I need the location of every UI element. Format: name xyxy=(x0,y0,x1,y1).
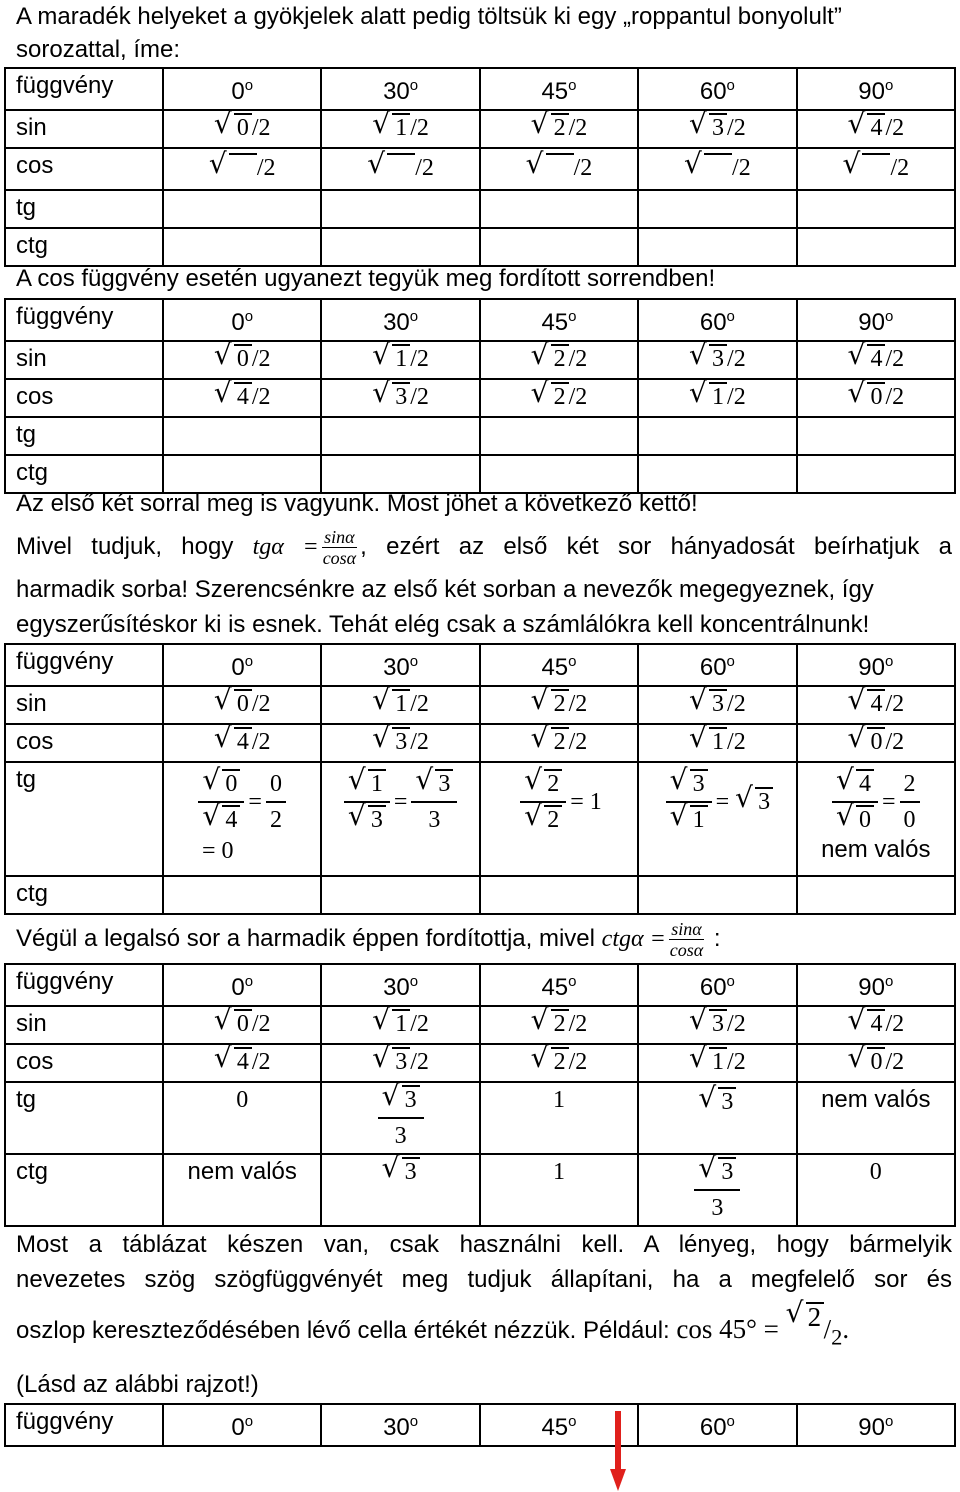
cell: √ 3 /2 xyxy=(638,341,796,379)
table-row xyxy=(5,68,955,110)
table-row xyxy=(5,1154,955,1226)
cell xyxy=(797,876,955,914)
cell: √ 4 /2 xyxy=(163,379,321,417)
row-label: cos xyxy=(5,724,163,762)
header-cell: függvény xyxy=(5,1404,163,1446)
table-row xyxy=(5,379,955,417)
closing-line-2: nevezetes szög szögfüggvényét meg tudjuk állapítani, ha a megfelelő sor és xyxy=(16,1266,952,1293)
table-2 xyxy=(4,298,956,494)
header-cell: 45$^o$ xyxy=(480,68,638,110)
final-ctg-2: 1 xyxy=(480,1154,638,1226)
cell: √ 3 /2 xyxy=(638,110,796,148)
final-tg-0: 0 xyxy=(163,1082,321,1154)
cell: √ 0 /2 xyxy=(163,686,321,724)
header-cell: 60$^o$ xyxy=(638,68,796,110)
table-row xyxy=(5,1404,955,1446)
row-label: sin xyxy=(5,110,163,148)
row-label: tg xyxy=(5,762,163,876)
cell: √ 4 /2 xyxy=(797,686,955,724)
cell: √ 3 /2 xyxy=(638,686,796,724)
cell: √ 4 /2 xyxy=(797,341,955,379)
cell: √ 1 /2 xyxy=(321,686,479,724)
table-row xyxy=(5,644,955,686)
row-label: cos xyxy=(5,379,163,417)
cell: √ 1 /2 xyxy=(638,1044,796,1082)
final-tg-1: √ 3 3 xyxy=(321,1082,479,1154)
cell: 45$^o$ xyxy=(480,964,638,1006)
table-1 xyxy=(4,67,956,267)
cell: √ 0 /2 xyxy=(163,1006,321,1044)
intro-line-1: A maradék helyeket a gyökjelek alatt pedig töltsük ki egy „roppantul bonyolult” xyxy=(16,3,842,30)
cell: 30$^o$ xyxy=(321,964,479,1006)
table-row xyxy=(5,228,955,266)
header-cell: 0$^o$ xyxy=(163,299,321,341)
tg-calc-2: √ 2 √ 2 = 1 xyxy=(480,762,638,876)
header-cell: függvény xyxy=(5,299,163,341)
table-row xyxy=(5,1082,955,1154)
para2-line-1: harmadik sorba! Szerencsénkre az első két sorban a nevezők megegyeznek, így xyxy=(16,576,874,603)
closing-line-4: (Lásd az alábbi rajzot!) xyxy=(16,1371,259,1398)
cell: √ 2 /2 xyxy=(480,379,638,417)
cell: √ 3 /2 xyxy=(321,724,479,762)
cell: √ /2 xyxy=(480,148,638,190)
cell: √ 4 /2 xyxy=(797,1006,955,1044)
header-cell: 90$^o$ xyxy=(797,68,955,110)
header-cell: 90$^o$ xyxy=(797,299,955,341)
cell xyxy=(480,190,638,228)
cell: √ 2 /2 xyxy=(480,1006,638,1044)
table-row xyxy=(5,417,955,455)
cell: √ 0 /2 xyxy=(797,724,955,762)
cell xyxy=(797,417,955,455)
cell: √ 0 /2 xyxy=(797,379,955,417)
cell xyxy=(480,228,638,266)
cell: 45$^o$ xyxy=(480,1404,638,1446)
header-cell: 60$^o$ xyxy=(638,299,796,341)
cell: √ /2 xyxy=(163,148,321,190)
cell: √ 4 /2 xyxy=(163,1044,321,1082)
cell: √ 0 /2 xyxy=(163,110,321,148)
row-label: cos xyxy=(5,148,163,190)
table-row xyxy=(5,341,955,379)
cell: 60$^o$ xyxy=(638,644,796,686)
table-row xyxy=(5,686,955,724)
cell xyxy=(163,190,321,228)
tg-calc-3: √ 3 √ 1 = √ 3 xyxy=(638,762,796,876)
cell: √ 0 /2 xyxy=(797,1044,955,1082)
table-row xyxy=(5,190,955,228)
cell: 60$^o$ xyxy=(638,964,796,1006)
intro-line-2: sorozattal, íme: xyxy=(16,36,181,63)
tg-calc-0: √ 0 √ 4 = $\frac{0}{2}$ = 0 xyxy=(163,762,321,876)
cell: 90$^o$ xyxy=(797,644,955,686)
row-label: tg xyxy=(5,190,163,228)
header-cell: 45$^o$ xyxy=(480,299,638,341)
row-label: ctg xyxy=(5,1154,163,1226)
cell xyxy=(797,228,955,266)
cell xyxy=(638,190,796,228)
cell xyxy=(321,228,479,266)
text-mid-1: A cos függvény esetén ugyanezt tegyük meg fordított sorrendben! xyxy=(16,265,716,292)
table-row xyxy=(5,964,955,1006)
cell: 90$^o$ xyxy=(797,964,955,1006)
table-row xyxy=(5,148,955,190)
cell: √ 2 /2 xyxy=(480,686,638,724)
final-tg-2: 1 xyxy=(480,1082,638,1154)
text-mid-2: Az első két sorral meg is vagyunk. Most jöhet a következő kettő! xyxy=(16,490,698,517)
header-cell: 30$^o$ xyxy=(321,299,479,341)
row-label: sin xyxy=(5,1006,163,1044)
row-label: sin xyxy=(5,686,163,724)
table-row xyxy=(5,762,955,876)
tg-calc-4: √ 4 √ 0 = $\frac{2}{0}$ nem valós xyxy=(797,762,955,876)
closing-line-3: oszlop kereszteződésében lévő cella értékét nézzük. Például: cos 45° = √ $2/_2$. xyxy=(16,1296,850,1350)
table-row xyxy=(5,299,955,341)
row-label: tg xyxy=(5,417,163,455)
vegul-line: Végül a legalsó sor a harmadik éppen fordítottja, mivel ctgα = $\frac{\sin\alpha}{\cos\alpha}$ : xyxy=(16,919,721,961)
cell: 0$^o$ xyxy=(163,1404,321,1446)
para2-line-2: egyszerűsítéskor ki is esnek. Tehát elég csak a számlálókra kell koncentrálnunk! xyxy=(16,611,870,638)
down-arrow-icon xyxy=(610,1411,626,1491)
cell: √ 1 /2 xyxy=(321,341,479,379)
table-row xyxy=(5,1044,955,1082)
cell: 30$^o$ xyxy=(321,1404,479,1446)
cell xyxy=(321,876,479,914)
row-label: cos xyxy=(5,1044,163,1082)
table-row xyxy=(5,876,955,914)
closing-line-1: Most a táblázat készen van, csak használni kell. A lényeg, hogy bármelyik xyxy=(16,1231,952,1258)
cell: 90$^o$ xyxy=(797,1404,955,1446)
cell: √ 1 /2 xyxy=(321,110,479,148)
header-cell: 0$^o$ xyxy=(163,68,321,110)
cell: 0$^o$ xyxy=(163,644,321,686)
final-ctg-0: nem valós xyxy=(163,1154,321,1226)
cell: 30$^o$ xyxy=(321,644,479,686)
cell: 45$^o$ xyxy=(480,644,638,686)
cell: √ 2 /2 xyxy=(480,724,638,762)
header-cell: függvény xyxy=(5,68,163,110)
cell xyxy=(163,876,321,914)
cell xyxy=(638,417,796,455)
cell: √ 1 /2 xyxy=(321,1006,479,1044)
cell xyxy=(321,190,479,228)
cell: √ 0 /2 xyxy=(163,341,321,379)
cell: √ 3 /2 xyxy=(321,1044,479,1082)
table-5 xyxy=(4,1403,956,1447)
table-row xyxy=(5,724,955,762)
cell: √ /2 xyxy=(797,148,955,190)
row-label: ctg xyxy=(5,876,163,914)
row-label: sin xyxy=(5,341,163,379)
header-cell: 30$^o$ xyxy=(321,68,479,110)
table-4 xyxy=(4,963,956,1227)
cell: √ 1 /2 xyxy=(638,724,796,762)
table-row xyxy=(5,110,955,148)
row-label: ctg xyxy=(5,228,163,266)
final-ctg-1: √ 3 xyxy=(321,1154,479,1226)
header-cell: függvény xyxy=(5,964,163,1006)
tg-calc-1: √ 1 √ 3 = √ 3 3 xyxy=(321,762,479,876)
cell xyxy=(163,228,321,266)
cell xyxy=(638,876,796,914)
cell: 0$^o$ xyxy=(163,964,321,1006)
cell: √ 4 /2 xyxy=(797,110,955,148)
table-3 xyxy=(4,643,956,915)
row-label: tg xyxy=(5,1082,163,1154)
header-cell: függvény xyxy=(5,644,163,686)
mivel-line: Mivel tudjuk, hogy tgα = $\frac{\sin\alpha}{\cos\alpha}$ , ezért az első két sor hányadosát beírhatjuk a xyxy=(16,527,952,569)
cell xyxy=(480,876,638,914)
cell: 60$^o$ xyxy=(638,1404,796,1446)
cell: √ 1 /2 xyxy=(638,379,796,417)
cell: √ /2 xyxy=(638,148,796,190)
table-row xyxy=(5,1006,955,1044)
final-tg-4: nem valós xyxy=(797,1082,955,1154)
cell: √ 3 /2 xyxy=(321,379,479,417)
final-tg-3: √ 3 xyxy=(638,1082,796,1154)
cell xyxy=(163,417,321,455)
cell: √ 2 /2 xyxy=(480,341,638,379)
cell xyxy=(638,228,796,266)
cell: √ /2 xyxy=(321,148,479,190)
cell xyxy=(480,417,638,455)
cell: √ 2 /2 xyxy=(480,110,638,148)
cell: √ 3 /2 xyxy=(638,1006,796,1044)
cell: √ 4 /2 xyxy=(163,724,321,762)
cell xyxy=(321,417,479,455)
final-ctg-3: √ 3 3 xyxy=(638,1154,796,1226)
cell xyxy=(797,190,955,228)
cell: √ 2 /2 xyxy=(480,1044,638,1082)
row-label: ctg xyxy=(5,455,163,493)
final-ctg-4: 0 xyxy=(797,1154,955,1226)
